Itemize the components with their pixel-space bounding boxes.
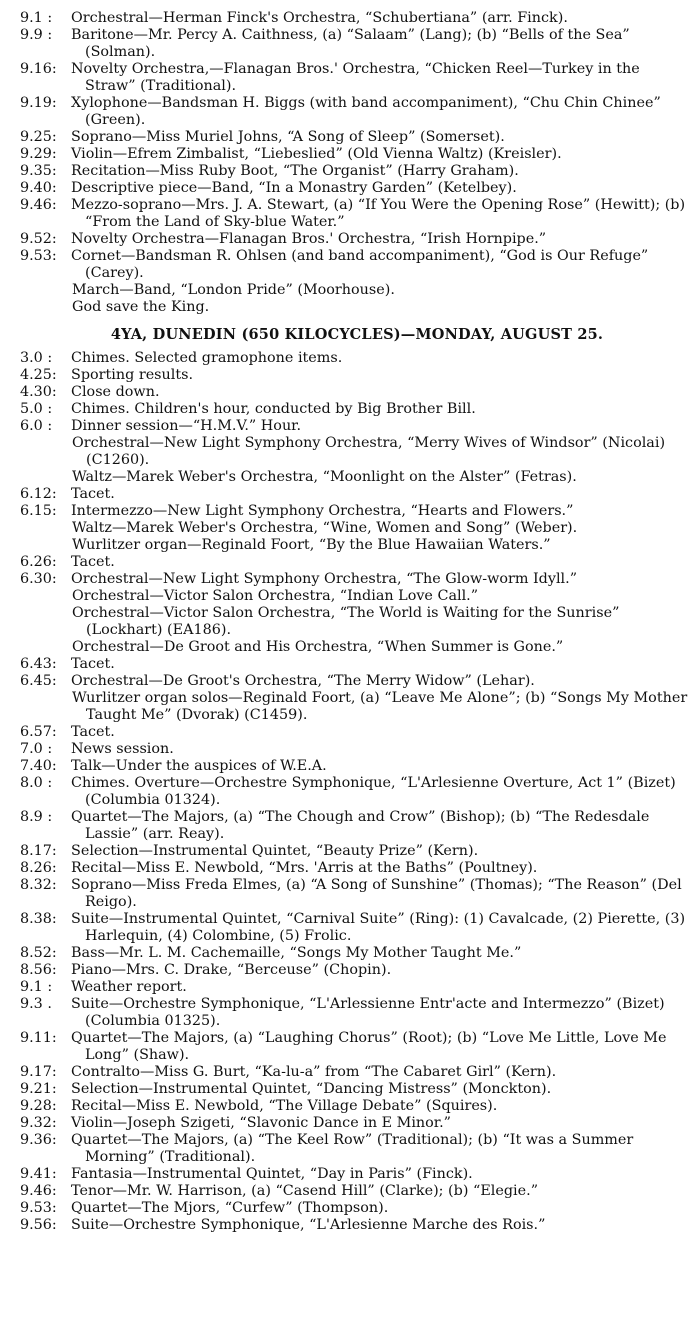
item-time: 9.9 : [20,27,53,43]
item-text: Piano—Mrs. C. Drake, “Berceuse” (Chopin). [71,962,392,978]
sub-item: Waltz—Marek Weber's Orchestra, “Wine, Women and Song” (Weber). [72,520,578,536]
item-time: 6.43: [20,656,57,672]
item-time: 6.45: [20,673,57,689]
item-text: Mezzo-soprano—Mrs. J. A. Stewart, (a) “If You Were the Opening Rose” (Hewitt); (b) “From the Land of Sky-blue Water.” [71,197,686,230]
item-text: Orchestral—Herman Finck's Orchestra, “Schubertiana” (arr. Finck). [71,10,568,26]
item-text: Weather report. [71,979,187,995]
item-time: 8.9 : [20,809,53,825]
item-text: Suite—Orchestre Symphonique, “L'Arlesienne Marche des Rois.” [71,1217,546,1233]
item-time: 6.15: [20,503,57,519]
list-item [20,418,694,435]
item-time: 9.1 : [20,10,53,26]
list-item [20,486,694,503]
list-item [20,656,694,673]
item-time: 6.0 : [20,418,53,434]
item-time: 9.53: [20,1200,57,1216]
item-time: 9.36: [20,1132,57,1148]
item-text: Soprano—Miss Muriel Johns, “A Song of Sleep” (Somerset). [71,129,505,145]
item-text: Orchestral—New Light Symphony Orchestra, “The Glow-worm Idyll.” [71,571,578,587]
list-item [20,163,694,180]
item-time: 8.56: [20,962,57,978]
item-text: Dinner session—“H.M.V.” Hour. [71,418,302,434]
list-item [20,843,694,860]
list-item [20,146,694,163]
item-text: Selection—Instrumental Quintet, “Dancing Mistress” (Monckton). [71,1081,552,1097]
item-text: Chimes. Overture—Orchestre Symphonique, “L'Arlesienne Overture, Act 1” (Bizet) (Columbia 01324). [71,775,676,808]
item-time: 8.32: [20,877,57,893]
item-text: Bass—Mr. L. M. Cachemaille, “Songs My Mother Taught Me.” [71,945,522,961]
list-item [20,367,694,384]
item-text: Recital—Miss E. Newbold, “The Village Debate” (Squires). [71,1098,498,1114]
list-item [20,180,694,197]
list-item [20,1132,694,1166]
list-item [20,945,694,962]
item-time: 3.0 : [20,350,53,366]
item-time: 9.41: [20,1166,57,1182]
item-time: 6.57: [20,724,57,740]
item-text: Tacet. [71,724,115,740]
item-text: Suite—Orchestre Symphonique, “L'Arlessienne Entr'acte and Intermezzo” (Bizet) (Columbia 01325). [71,996,665,1029]
sub-item: Waltz—Marek Weber's Orchestra, “Moonlight on the Alster” (Fetras). [72,469,577,485]
item-text: Quartet—The Majors, (a) “The Keel Row” (Traditional); (b) “It was a Summer Morning” (Traditional). [71,1132,634,1165]
section-4ya-programme [20,350,694,1234]
item-text: Soprano—Miss Freda Elmes, (a) “A Song of Sunshine” (Thomas); “The Reason” (Del Reigo). [71,877,682,910]
item-text: Cornet—Bandsman R. Ohlsen (and band accompaniment), “God is Our Refuge” (Carey). [71,248,649,281]
station-heading: 4YA, DUNEDIN (650 KILOCYCLES)—MONDAY, AUGUST 25. [110,326,604,343]
list-item [20,401,694,418]
item-text: Sporting results. [71,367,194,383]
list-item [20,61,694,95]
item-time: 9.25: [20,129,57,145]
item-text: Violin—Joseph Szigeti, “Slavonic Dance in E Minor.” [71,1115,451,1131]
item-time: 7.40: [20,758,57,774]
item-time: 9.32: [20,1115,57,1131]
list-item [20,571,694,588]
item-text: Talk—Under the auspices of W.E.A. [71,758,327,774]
item-time: 9.52: [20,231,57,247]
list-item [20,1030,694,1064]
item-text: Recitation—Miss Ruby Boot, “The Organist” (Harry Graham). [71,163,519,179]
list-item [20,1166,694,1183]
list-item [20,1200,694,1217]
item-text: Chimes. Children's hour, conducted by Big Brother Bill. [71,401,476,417]
item-time: 4.30: [20,384,57,400]
item-time: 8.17: [20,843,57,859]
item-time: 8.0 : [20,775,53,791]
item-time: 8.52: [20,945,57,961]
item-text: Quartet—The Majors, (a) “Laughing Chorus” (Root); (b) “Love Me Little, Love Me Long” (Shaw). [71,1030,667,1063]
sub-item: Orchestral—Victor Salon Orchestra, “The World is Waiting for the Sunrise” (Lockhart) (EA186). [72,605,620,638]
item-time: 8.38: [20,911,57,927]
item-time: 9.56: [20,1217,57,1233]
item-time: 7.0 : [20,741,53,757]
list-item [20,741,694,758]
list-item [20,673,694,690]
sub-item: Wurlitzer organ solos—Reginald Foort, (a) “Leave Me Alone”; (b) “Songs My Mother Taught Me” (Dvorak) (C1459). [72,690,688,723]
list-item [20,1217,694,1234]
item-text: Quartet—The Mjors, “Curfew” (Thompson). [71,1200,389,1216]
item-text: Quartet—The Majors, (a) “The Chough and Crow” (Bishop); (b) “The Redesdale Lassie” (arr. Reay). [71,809,650,842]
item-time: 9.16: [20,61,57,77]
item-time: 9.53: [20,248,57,264]
item-text: Recital—Miss E. Newbold, “Mrs. 'Arris at the Baths” (Poultney). [71,860,538,876]
sub-item: Orchestral—Victor Salon Orchestra, “Indian Love Call.” [72,588,479,604]
item-time: 8.26: [20,860,57,876]
item-text: Intermezzo—New Light Symphony Orchestra, “Hearts and Flowers.” [71,503,574,519]
sub-item: Orchestral—De Groot and His Orchestra, “When Summer is Gone.” [72,639,564,655]
item-time: 6.12: [20,486,57,502]
item-time: 9.40: [20,180,57,196]
list-item [20,724,694,741]
list-item [20,758,694,775]
list-item [20,1064,694,1081]
item-time: 9.3 . [20,996,52,1012]
item-text: Contralto—Miss G. Burt, “Ka-lu-a” from “The Cabaret Girl” (Kern). [71,1064,557,1080]
list-item [20,231,694,248]
sub-item: Wurlitzer organ—Reginald Foort, “By the Blue Hawaiian Waters.” [72,537,551,553]
item-text: Suite—Instrumental Quintet, “Carnival Suite” (Ring): (1) Cavalcade, (2) Pierette, (3) Harlequin, (4) Colombine, (5) Frolic. [71,911,686,944]
list-item [20,503,694,520]
item-time: 9.21: [20,1081,57,1097]
list-item [20,809,694,843]
item-time: 9.46: [20,197,57,213]
item-time: 6.26: [20,554,57,570]
list-item [20,248,694,282]
list-item [20,95,694,129]
list-item [20,1115,694,1132]
list-item [20,27,694,61]
item-text: Selection—Instrumental Quintet, “Beauty Prize” (Kern). [71,843,479,859]
sub-item: Orchestral—New Light Symphony Orchestra, “Merry Wives of Windsor” (Nicolai) (C1260). [72,435,666,468]
list-item [20,962,694,979]
item-text: Novelty Orchestra,—Flanagan Bros.' Orchestra, “Chicken Reel—Turkey in the Straw” (Traditional). [71,61,640,94]
list-item [20,911,694,945]
list-item [20,1081,694,1098]
list-item [20,197,694,231]
item-text: Tacet. [71,554,115,570]
item-time: 9.29: [20,146,57,162]
item-time: 9.28: [20,1098,57,1114]
list-item [20,775,694,809]
sub-item: God save the King. [72,299,210,315]
item-text: Tacet. [71,656,115,672]
list-item [20,129,694,146]
list-item [20,384,694,401]
item-time: 9.35: [20,163,57,179]
list-item [20,1183,694,1200]
list-item [20,996,694,1030]
item-text: Fantasia—Instrumental Quintet, “Day in Paris” (Finck). [71,1166,473,1182]
sub-item: March—Band, “London Pride” (Moorhouse). [72,282,395,298]
item-text: Baritone—Mr. Percy A. Caithness, (a) “Salaam” (Lang); (b) “Bells of the Sea” (Solman). [71,27,630,60]
item-time: 4.25: [20,367,57,383]
item-text: Tenor—Mr. W. Harrison, (a) “Casend Hill” (Clarke); (b) “Elegie.” [71,1183,539,1199]
list-item [20,1098,694,1115]
list-item [20,10,694,27]
item-time: 9.1 : [20,979,53,995]
item-time: 5.0 : [20,401,53,417]
item-text: Orchestral—De Groot's Orchestra, “The Merry Widow” (Lehar). [71,673,535,689]
item-time: 6.30: [20,571,57,587]
list-item [20,860,694,877]
item-text: Close down. [71,384,160,400]
list-item [20,979,694,996]
list-item [20,350,694,367]
item-text: Xylophone—Bandsman H. Biggs (with band accompaniment), “Chu Chin Chinee” (Green). [71,95,661,128]
section-evening-programme [20,10,694,316]
list-item [20,554,694,571]
item-text: Tacet. [71,486,115,502]
item-text: Chimes. Selected gramophone items. [71,350,343,366]
item-text: Novelty Orchestra—Flanagan Bros.' Orchestra, “Irish Hornpipe.” [71,231,547,247]
item-time: 9.11: [20,1030,57,1046]
item-text: News session. [71,741,174,757]
item-time: 9.17: [20,1064,57,1080]
item-text: Violin—Efrem Zimbalist, “Liebeslied” (Old Vienna Waltz) (Kreisler). [71,146,562,162]
item-time: 9.19: [20,95,57,111]
item-text: Descriptive piece—Band, “In a Monastry Garden” (Ketelbey). [71,180,517,196]
item-time: 9.46: [20,1183,57,1199]
list-item [20,877,694,911]
